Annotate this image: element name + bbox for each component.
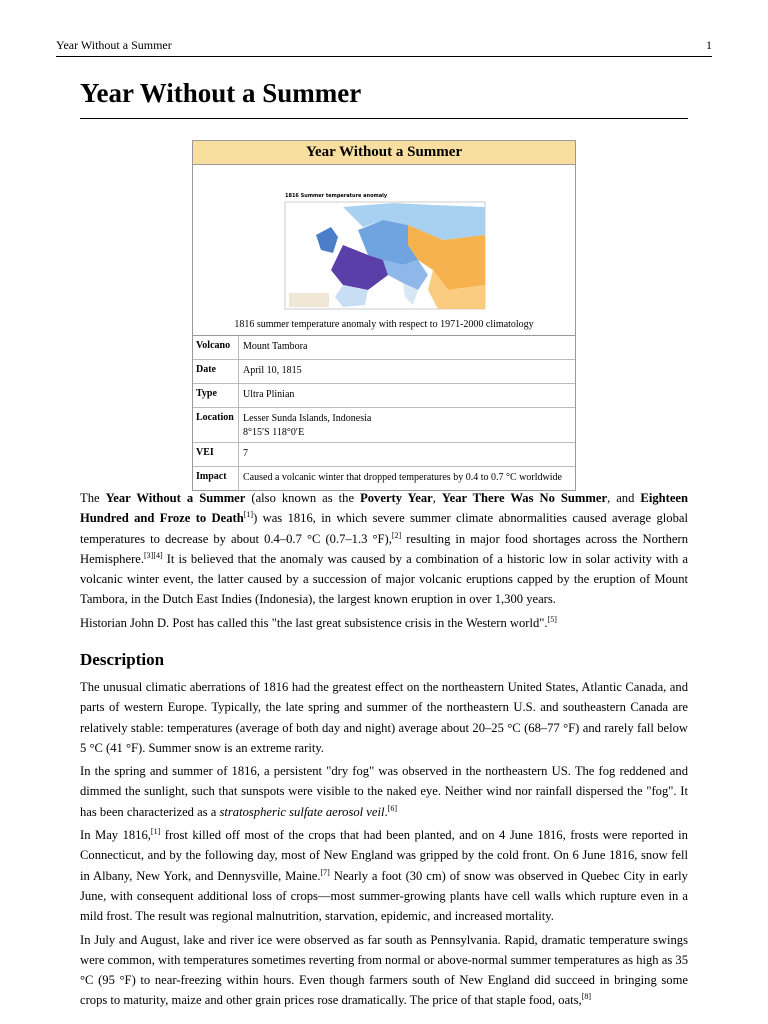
- infobox-row: [193, 467, 575, 490]
- intro-section: [80, 488, 688, 636]
- running-title: Year Without a Summer: [56, 38, 172, 52]
- intro-paragraph: The Year Without a Summer (also known as the Poverty Year, Year There Was No Summer, and Eighteen Hundred and Froze to Death[1]) was 1816, in which severe summer climate abnormalities caused average global temperatures to decrease by about 0.4–0.7 °C (0.7–1.3 °F),[2] resulting in major food shortages across the Northern Hemisphere.[3][4] It is believed that the anomaly was caused by a combination of a historic low in solar activity with a volcanic winter event, the latter caused by a succession of major volcanic eruptions capped by the eruption of Mount Tambora, in the Dutch East Indies (Indonesia), the largest known eruption in over 1,300 years.: [80, 491, 688, 607]
- citation-link[interactable]: [1]: [243, 510, 254, 520]
- map-title: 1816 Summer temperature anomaly: [285, 193, 388, 199]
- section-heading: Description: [80, 650, 165, 669]
- description-section: [80, 677, 688, 1014]
- row-key: Volcano: [193, 336, 239, 359]
- infobox-caption: 1816 summer temperature anomaly with respect to 1971-2000 climatology: [193, 315, 575, 336]
- temperature-anomaly-map: [193, 165, 575, 315]
- citation-link[interactable]: [7]: [320, 867, 330, 877]
- paragraph: The unusual climatic aberrations of 1816 had the greatest effect on the northeastern United States, Atlantic Canada, and parts of western Europe. Typically, the late spring and summer of the northeastern U.S. and southeastern Canada are relatively stable: temperatures (average of both day and night) average about 20–25 °C (68–77 °F) and rarely fall below 5 °C (41 °F). Summer snow is an extreme rarity.: [80, 680, 688, 755]
- citation-link[interactable]: [5]: [547, 614, 557, 624]
- row-value: Ultra Plinian: [243, 389, 295, 400]
- infobox-row: [193, 408, 575, 443]
- citation-link[interactable]: [2]: [391, 530, 402, 540]
- paragraph: In July and August, lake and river ice were observed as far south as Pennsylvania. Rapid, dramatic temperature swings were common, with temperatures sometimes reverting from normal or above-normal summer temperatures as high as 35 °C (95 °F) to near-freezing within hours. Even though farmers south of New England did succeed in bringing some crops to maturity, maize and other grain prices rose dramatically. The price of that staple food, oats,[8]: [80, 932, 688, 1008]
- citation-link[interactable]: [8]: [581, 992, 592, 1002]
- infobox-heading: Year Without a Summer: [193, 141, 575, 165]
- row-key: VEI: [193, 443, 239, 466]
- intro-paragraph: Historian John D. Post has called this "the last great subsistence crisis in the Western world".[5]: [80, 614, 557, 630]
- infobox-row: [193, 360, 575, 384]
- row-value: Mount Tambora: [243, 341, 308, 352]
- page-number: 1: [706, 38, 712, 52]
- paragraph: In May 1816,[1] frost killed off most of the crops that had been planted, and on 4 June 1816, frosts were reported in Connecticut, and by the following day, most of New England was gripped by the cold front. On 6 June 1816, snow fell in Albany, New York, and Dennysville, Maine.[7] Nearly a foot (30 cm) of snow was observed in Quebec City in early June, with consequent additional loss of crops—most summer-growing plants have cell walls which rupture even in a mild frost. The result was regional malnutrition, starvation, epidemic, and increased mortality.: [80, 826, 688, 924]
- row-key: Date: [193, 360, 239, 383]
- row-key: Location: [193, 408, 239, 442]
- page-title: Year Without a Summer: [80, 78, 362, 108]
- paragraph: In the spring and summer of 1816, a persistent "dry fog" was observed in the northeastern US. The fog reddened and dimmed the sunlight, such that sunspots were visible to the naked eye. Neither wind nor rainfall dispersed the "fog". It has been characterized as a stratospheric sulfate aerosol veil.[6]: [80, 764, 688, 819]
- row-value: Lesser Sunda Islands, Indonesia: [243, 413, 372, 424]
- infobox: [192, 140, 576, 491]
- row-key: Type: [193, 384, 239, 407]
- coordinates[interactable]: 8°15′S 118°0′E: [243, 427, 305, 438]
- title-divider: [80, 118, 688, 119]
- row-value: April 10, 1815: [243, 365, 302, 376]
- infobox-row: [193, 443, 575, 467]
- row-value: 7: [243, 448, 248, 459]
- row-key: Impact: [193, 467, 239, 490]
- citation-link[interactable]: [6]: [387, 803, 397, 813]
- map-figure: [193, 165, 575, 315]
- infobox-row: [193, 336, 575, 360]
- infobox-row: [193, 384, 575, 408]
- citation-link[interactable]: [1]: [150, 826, 161, 836]
- running-header: [56, 38, 712, 57]
- citation-link[interactable]: [3][4]: [144, 550, 163, 560]
- row-value: Caused a volcanic winter that dropped temperatures by 0.4 to 0.7 °C worldwide: [243, 472, 562, 483]
